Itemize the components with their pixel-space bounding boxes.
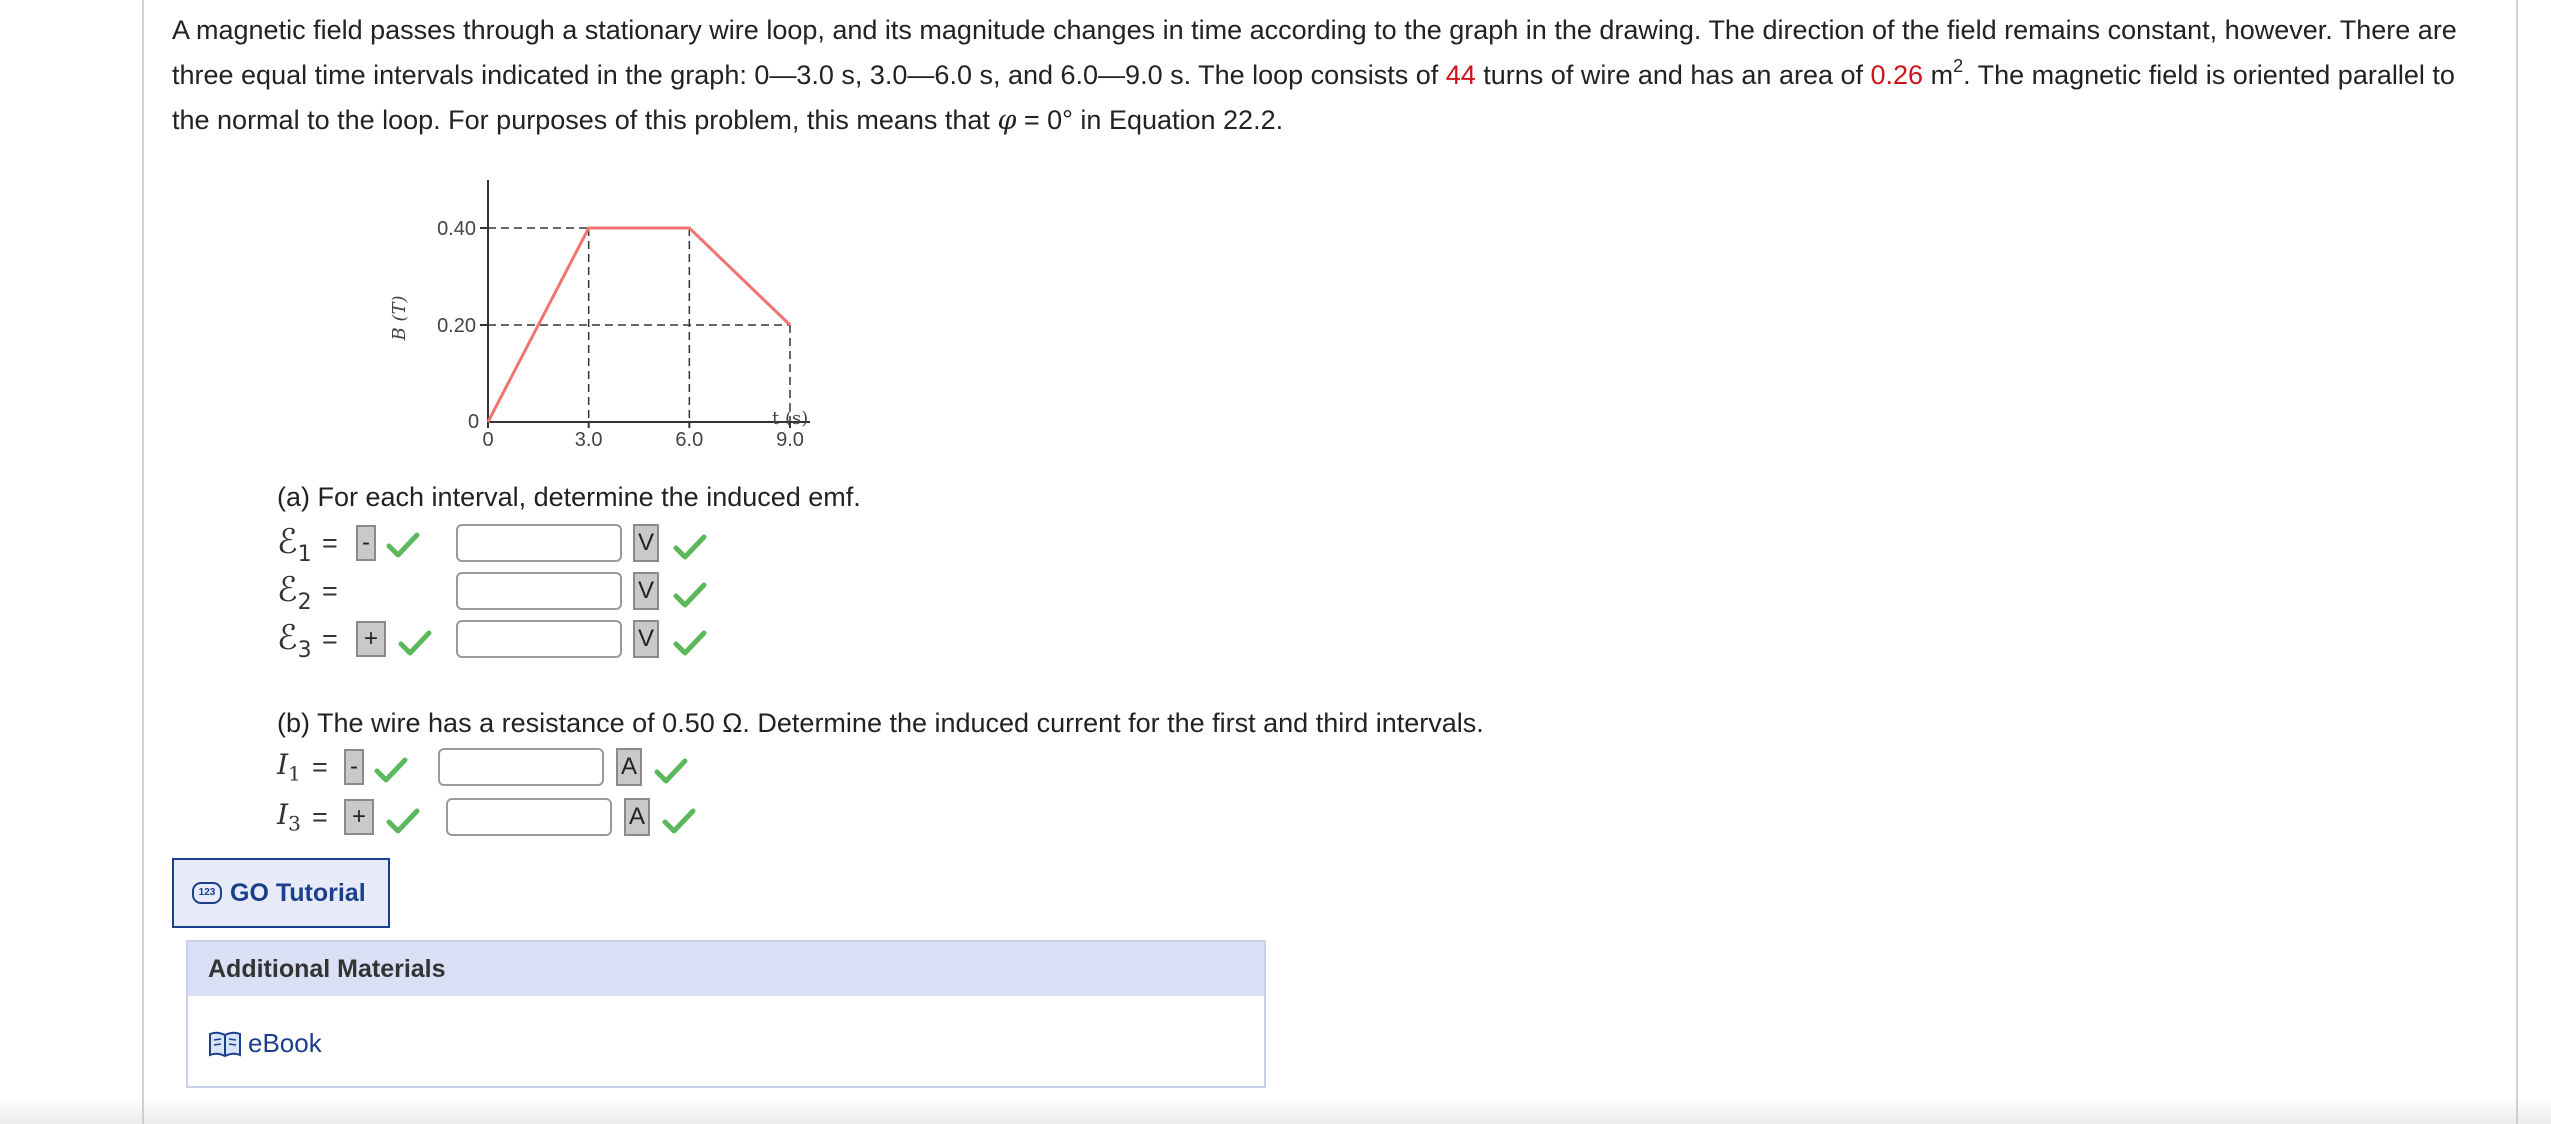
check-icon	[662, 806, 696, 836]
tick-marks	[480, 228, 790, 428]
emf-3-unit-select[interactable]: V	[633, 620, 659, 658]
additional-materials-panel	[186, 940, 1266, 1088]
check-icon	[398, 628, 432, 658]
problem-text-3: m	[1923, 60, 1954, 90]
phi-symbol: φ	[997, 105, 1017, 136]
current-1-input[interactable]	[438, 748, 604, 786]
current-letter: I	[277, 748, 289, 781]
x-axis-label: t (s)	[772, 408, 809, 429]
tutorial-icon: 123	[192, 882, 222, 904]
area-value: 0.26	[1870, 60, 1924, 90]
check-icon	[654, 756, 688, 786]
emf-letter: ℰ	[277, 618, 298, 658]
equals-sign: =	[322, 624, 338, 654]
emf-letter: ℰ	[277, 522, 298, 562]
check-icon	[673, 628, 707, 658]
emf-3-sign-select[interactable]: +	[356, 621, 386, 657]
equals-sign: =	[312, 802, 328, 832]
x-tick-label: 3.0	[574, 429, 603, 451]
emf-letter: ℰ	[277, 570, 298, 610]
problem-text-5: = 0° in Equation 22.2.	[1016, 105, 1284, 135]
x-tick-label: 9.0	[776, 429, 804, 451]
emf-symbol	[277, 618, 312, 663]
part-a-question: (a) For each interval, determine the induced emf.	[277, 482, 861, 512]
problem-statement	[172, 8, 2472, 143]
problem-text-2: turns of wire and has an area of	[1475, 60, 1871, 90]
emf-symbol	[277, 522, 312, 567]
emf-2-input[interactable]	[456, 572, 622, 610]
current-letter: I	[277, 798, 289, 831]
check-icon	[673, 580, 707, 610]
problem-text-4: . The magnetic field is oriented parallel to the normal to the loop. For purposes of this problem, this means that	[172, 60, 2455, 135]
check-icon	[374, 755, 408, 785]
emf-subscript: 1	[297, 541, 312, 567]
current-1-sign-select[interactable]: -	[344, 749, 364, 785]
area-exponent: 2	[1953, 56, 1964, 76]
check-icon	[673, 532, 707, 562]
current-symbol	[277, 798, 301, 836]
current-subscript: 3	[288, 811, 301, 836]
emf-symbol	[277, 570, 312, 615]
b-field-graph	[380, 170, 860, 460]
emf-1-sign-select[interactable]: -	[356, 525, 376, 561]
y-tick-label: 0.20	[437, 315, 476, 337]
go-tutorial-label: GO Tutorial	[230, 878, 366, 907]
current-1-unit-select[interactable]: A	[616, 748, 642, 786]
equals-sign: =	[322, 528, 338, 558]
emf-subscript: 2	[297, 589, 312, 615]
x-tick-label: 6.0	[675, 429, 704, 451]
y-tick-label: 0.40	[437, 218, 476, 240]
y-axis-label: B (T)	[389, 295, 410, 341]
emf-subscript: 3	[297, 637, 312, 663]
emf-2-unit-select[interactable]: V	[633, 572, 659, 610]
bottom-shade	[0, 1098, 2551, 1124]
ebook-label: eBook	[248, 1028, 322, 1058]
equals-sign: =	[312, 752, 328, 782]
equals-sign: =	[322, 576, 338, 606]
emf-1-unit-select[interactable]: V	[633, 524, 659, 562]
current-symbol	[277, 748, 301, 786]
current-3-sign-select[interactable]: +	[344, 799, 374, 835]
book-icon	[208, 1030, 242, 1058]
emf-3-input[interactable]	[456, 620, 622, 658]
x-tick-label: 0	[482, 429, 494, 451]
ebook-link[interactable]	[208, 1028, 322, 1059]
current-3-unit-select[interactable]: A	[624, 798, 650, 836]
guide-lines	[488, 228, 790, 422]
problem-text-1: A magnetic field passes through a stationary wire loop, and its magnitude changes in time according to the graph in the drawing. The direction of the field remains constant, however. There are three equal time intervals indicated in the graph: 0—3.0 s, 3.0—6.0 s, and 6.0—9.0 s. The loop consists of	[172, 15, 2457, 90]
check-icon	[386, 530, 420, 560]
turns-value: 44	[1445, 60, 1476, 90]
current-subscript: 1	[288, 761, 301, 786]
go-tutorial-button[interactable]	[172, 858, 390, 928]
y-tick-zero: 0	[468, 411, 480, 433]
additional-materials-title: Additional Materials	[188, 942, 1264, 996]
check-icon	[386, 806, 420, 836]
emf-1-input[interactable]	[456, 524, 622, 562]
part-b-question: (b) The wire has a resistance of 0.50 Ω. Determine the induced current for the first and third intervals.	[277, 708, 1484, 738]
current-3-input[interactable]	[446, 798, 612, 836]
